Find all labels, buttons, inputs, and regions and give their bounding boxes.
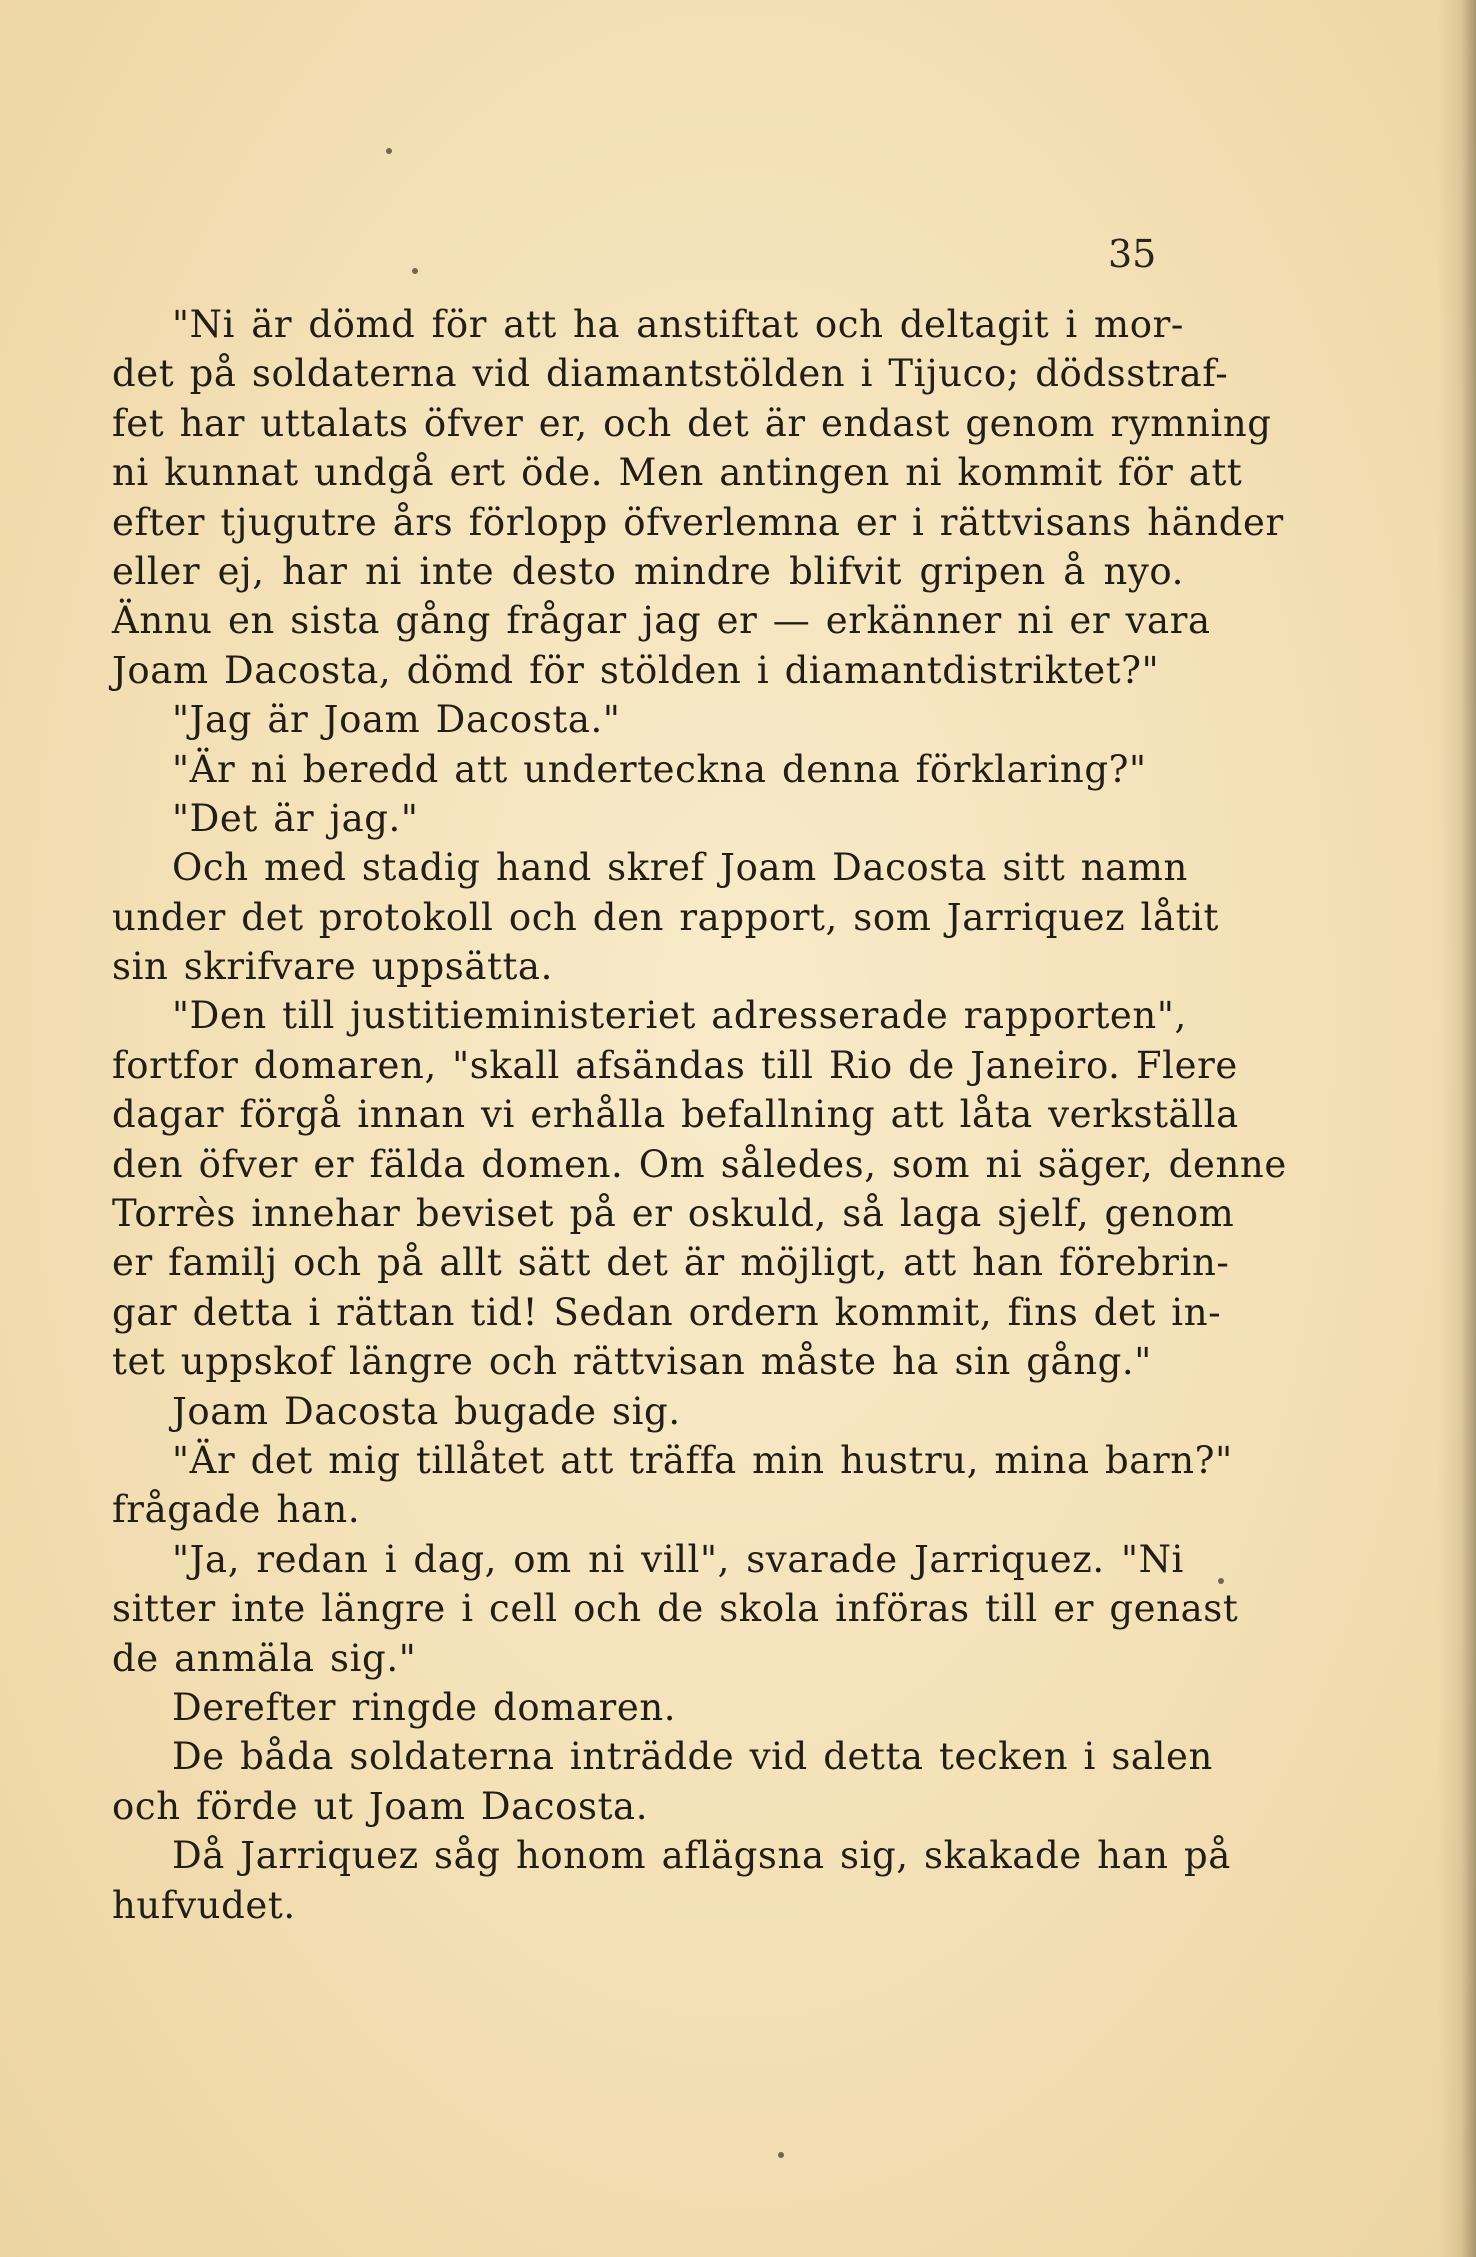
text-line: "Det är jag."	[172, 796, 419, 840]
ink-speck	[1218, 1578, 1224, 1584]
text-line: de anmäla sig."	[112, 1636, 417, 1680]
text-line: sitter inte längre i cell och de skola införas till er genast	[112, 1587, 1239, 1631]
text-line: Derefter ringde domaren.	[172, 1685, 677, 1729]
text-line: sin skrifvare uppsätta.	[112, 945, 553, 989]
text-line: Då Jarriquez såg honom aflägsna sig, skakade han på	[172, 1834, 1231, 1878]
text-line: Joam Dacosta, dömd för stölden i diamantdistriktet?"	[112, 648, 1160, 692]
ink-speck	[778, 2152, 784, 2158]
text-line: det på soldaterna vid diamantstölden i Tijuco; dödsstraf-	[112, 352, 1229, 396]
text-line: och förde ut Joam Dacosta.	[112, 1784, 649, 1828]
text-line: fortfor domaren, "skall afsändas till Rio de Janeiro. Flere	[112, 1043, 1238, 1087]
text-line: "Är det mig tillåtet att träffa min hustru, mina barn?"	[172, 1438, 1233, 1482]
text-line: Och med stadig hand skref Joam Dacosta sitt namn	[172, 846, 1188, 890]
ink-speck	[412, 268, 418, 274]
text-line: dagar förgå innan vi erhålla befallning att låta verkställa	[112, 1093, 1239, 1137]
text-line: den öfver er fälda domen. Om således, som ni säger, denne	[112, 1142, 1287, 1186]
text-line: hufvudet.	[112, 1883, 296, 1927]
text-line: frågade han.	[112, 1488, 361, 1532]
ink-speck	[386, 148, 392, 154]
text-line: "Den till justitieministeriet adresserade rapporten",	[172, 994, 1187, 1038]
text-line: efter tjugutre års förlopp öfverlemna er i rättvisans händer	[112, 500, 1284, 544]
body-text	[112, 300, 1287, 1930]
page-number: 35	[1108, 232, 1157, 276]
text-line: tet uppskof längre och rättvisan måste ha sin gång."	[112, 1340, 1152, 1384]
text-line: gar detta i rättan tid! Sedan ordern kommit, fins det in-	[112, 1290, 1222, 1334]
text-line: Torrès innehar beviset på er oskuld, så laga sjelf, genom	[112, 1192, 1235, 1236]
text-line: ni kunnat undgå ert öde. Men antingen ni kommit för att	[112, 451, 1243, 495]
text-line: "Ni är dömd för att ha anstiftat och deltagit i mor-	[172, 303, 1184, 346]
text-line: "Ja, redan i dag, om ni vill", svarade Jarriquez. "Ni	[172, 1537, 1184, 1581]
text-line: "Är ni beredd att underteckna denna förklaring?"	[172, 747, 1147, 791]
text-line: De båda soldaterna inträdde vid detta tecken i salen	[172, 1735, 1213, 1779]
text-line: Ännu en sista gång frågar jag er — erkänner ni er vara	[112, 599, 1211, 643]
text-line: under det protokoll och den rapport, som Jarriquez låtit	[112, 895, 1219, 939]
text-line: Joam Dacosta bugade sig.	[172, 1389, 681, 1433]
text-line: fet har uttalats öfver er, och det är endast genom rymning	[112, 401, 1272, 445]
text-line: "Jag är Joam Dacosta."	[172, 698, 621, 742]
text-line: eller ej, har ni inte desto mindre blifvit gripen å nyo.	[112, 549, 1184, 593]
page-edge-shadow	[1438, 0, 1476, 2257]
text-line: er familj och på allt sätt det är möjligt, att han förebrin-	[112, 1241, 1230, 1285]
